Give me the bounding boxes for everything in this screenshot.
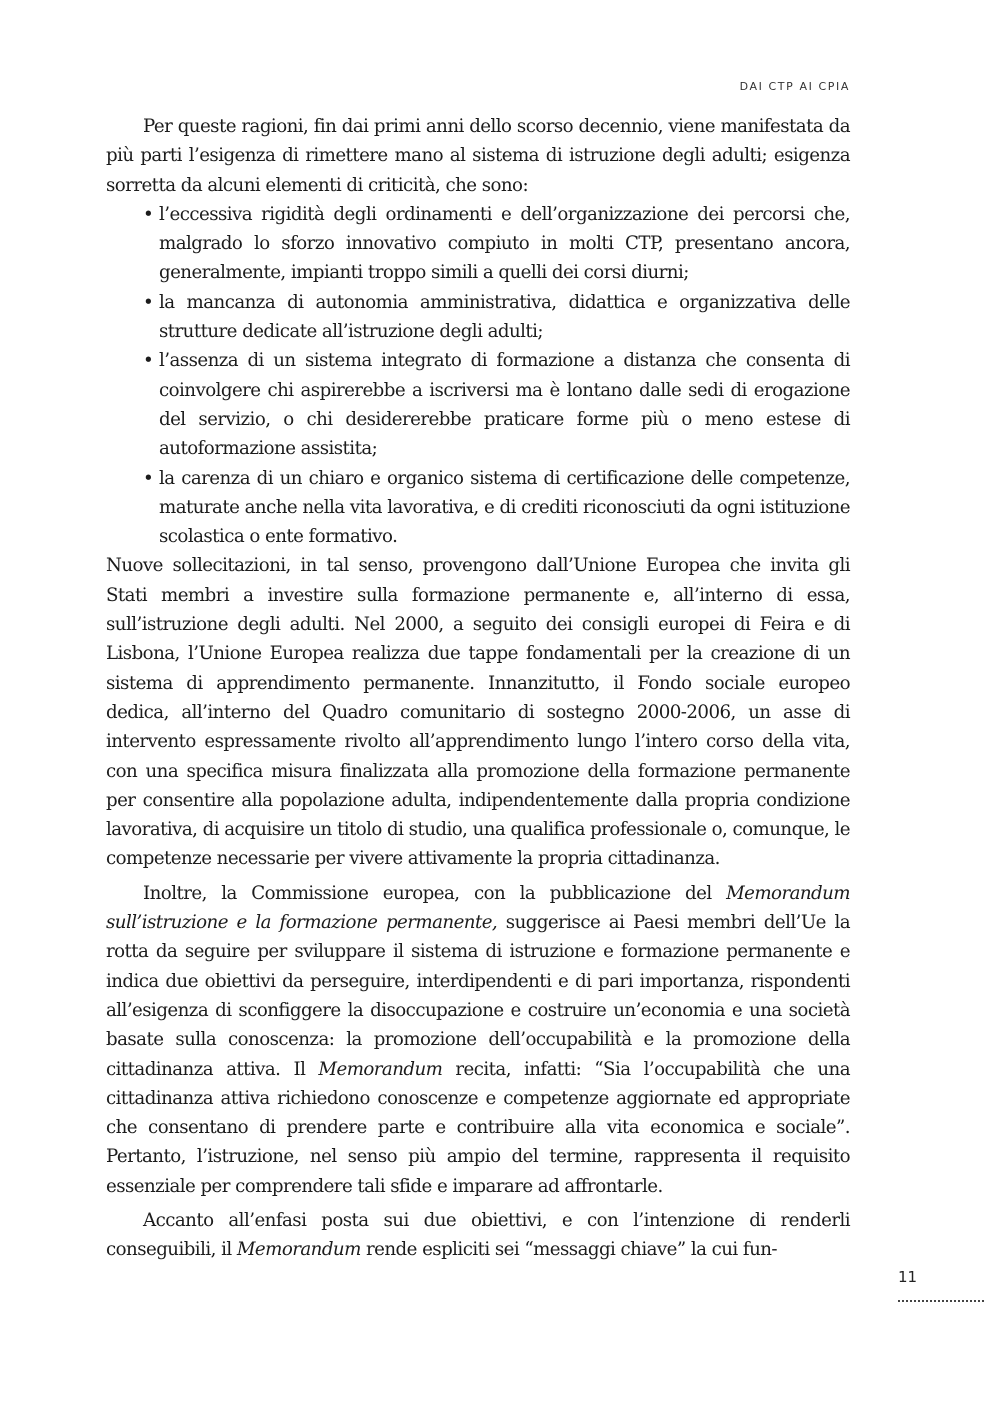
running-head: DAI CTP AI CPIA [739, 80, 850, 93]
paragraph-text: recita, infatti: “Sia l’occupabilità che una cittadinanza attiva richiedono conoscenze e competenze aggiornate ed appropriate che consentano di prendere parte e contribuire alla vita economica e sociale”. Pertanto, l’istruzione, nel senso più ampio del termine, rappresenta il requisito essenziale per comprendere tali sfide e imparare ad affrontarle. [106, 1058, 850, 1197]
memorandum-reference: Memorandum [318, 1058, 443, 1080]
paragraph-text: Inoltre, la Commissione europea, con la pubblicazione del [143, 882, 727, 904]
list-item: • la mancanza di autonomia amministrativa, didattica e organizzativa delle strutture dedicate all’istruzione degli adulti; [159, 288, 850, 347]
page-number: 11 [898, 1268, 918, 1286]
paragraph-key-messages [106, 1206, 850, 1265]
intro-paragraph: Per queste ragioni, fin dai primi anni dello scorso decennio, viene manifestata da più parti l’esigenza di rimettere mano al sistema di istruzione degli adulti; esigenza sorretta da alcuni elementi di criticità, che sono: [106, 116, 850, 196]
memorandum-title: Memorandum sull’istruzione e la formazione permanente, [106, 882, 850, 934]
paragraph-memorandum [106, 879, 850, 1201]
page-number-rule [898, 1300, 984, 1302]
list-item: • la carenza di un chiaro e organico sistema di certificazione delle competenze, maturate anche nella vita lavorativa, e di crediti riconosciuti da ogni istituzione scolastica o ente formativo. [159, 464, 850, 552]
criticality-list [106, 200, 850, 552]
paragraph-text: suggerisce ai Paesi membri dell’Ue la rotta da seguire per sviluppare il sistema di istruzione e formazione permanente e indica due obiettivi da perseguire, interdipendenti e di pari importanza, rispondenti all’esigenza di sconfiggere la disoccupazione e costruire un’economia e una società basate sulla conoscenza: la promozione dell’occupabilità e la promozione della cittadinanza attiva. Il [106, 912, 851, 1080]
memorandum-reference: Memorandum [236, 1239, 361, 1261]
paragraph-eu-solicitations: Nuove sollecitazioni, in tal senso, provengono dall’Unione Europea che invita gli Stati membri a investire sulla formazione permanente e, all’interno di essa, sull’istruzione degli adulti. Nel 2000, a seguito dei consigli europei di Feira e di Lisbona, l’Unione Europea realizza due tappe fondamentali per la creazione di un sistema di apprendimento permanente. Innanzitutto, il Fondo sociale europeo dedica, all’interno del Quadro comunitario di sostegno 2000-2006, un asse di intervento espressamente rivolto all’apprendimento lungo l’intero corso della vita, con una specifica misura finalizzata alla promozione della formazione permanente per consentire alla popolazione adulta, indipendentemente dalla propria condizione lavorativa, di acquisire un titolo di studio, una qualifica professionale o, comunque, le competenze necessarie per vivere attivamente la propria cittadinanza. [106, 555, 850, 870]
list-item: • l’eccessiva rigidità degli ordinamenti e dell’organizzazione dei percorsi che, malgrado lo sforzo innovativo compiuto in molti CTP, presentano ancora, generalmente, impianti troppo simili a quelli dei corsi diurni; [159, 200, 850, 288]
list-item: • l’assenza di un sistema integrato di formazione a distanza che consenta di coinvolgere chi aspirerebbe a iscriversi ma è lontano dalle sedi di erogazione del servizio, o chi desidererebbe praticare forme più o meno estese di autoformazione assistita; [159, 346, 850, 463]
paragraph-text: rende espliciti sei “messaggi chiave” la cui fun- [360, 1239, 778, 1261]
paragraph-text: Accanto all’enfasi posta sui due obiettivi, e con l’intenzione di renderli conseguibili, il [106, 1209, 850, 1261]
body-text [106, 112, 850, 1265]
